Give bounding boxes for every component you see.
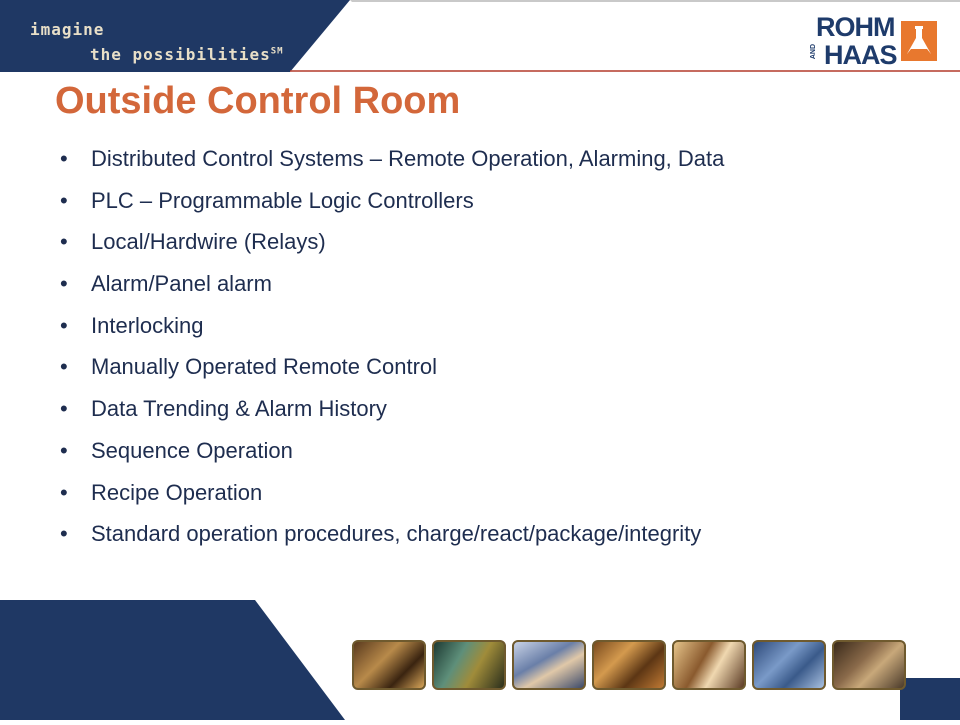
- lab-technician-photo: [512, 640, 586, 690]
- control-panel-photo: [432, 640, 506, 690]
- logo-text-top: ROHM: [816, 12, 895, 42]
- rohm-and-haas-logo: [806, 12, 942, 68]
- bullet-item: • Distributed Control Systems – Remote Operation, Alarming, Data: [60, 138, 724, 180]
- tagline-line-2: [90, 45, 284, 64]
- logo-text-bottom: HAAS: [824, 40, 897, 70]
- operator-photo: [352, 640, 426, 690]
- bullet-item: • Alarm/Panel alarm: [60, 263, 724, 305]
- bullet-item: • Interlocking: [60, 305, 724, 347]
- bullet-item: • Manually Operated Remote Control: [60, 346, 724, 388]
- phone-call-photo: [832, 640, 906, 690]
- bullet-item: • Local/Hardwire (Relays): [60, 221, 724, 263]
- photo-strip: [352, 640, 908, 692]
- tagline-text: the possibilities: [90, 45, 271, 64]
- lab-equipment-photo: [752, 640, 826, 690]
- header-band: [0, 0, 960, 72]
- bullet-item: • Recipe Operation: [60, 472, 724, 514]
- bullet-item: • Sequence Operation: [60, 430, 724, 472]
- bullet-list: [60, 138, 724, 555]
- service-mark: SM: [270, 46, 284, 57]
- tagline-line-1: imagine: [30, 20, 105, 39]
- bullet-item: • Data Trending & Alarm History: [60, 388, 724, 430]
- flask-icon: [901, 21, 937, 61]
- logo-text-and: AND: [810, 44, 817, 60]
- slide-title: Outside Control Room: [55, 80, 461, 122]
- bullet-item: • PLC – Programmable Logic Controllers: [60, 180, 724, 222]
- team-meeting-photo: [672, 640, 746, 690]
- bullet-item: • Standard operation procedures, charge/react/package/integrity: [60, 513, 724, 555]
- plant-equipment-photo: [592, 640, 666, 690]
